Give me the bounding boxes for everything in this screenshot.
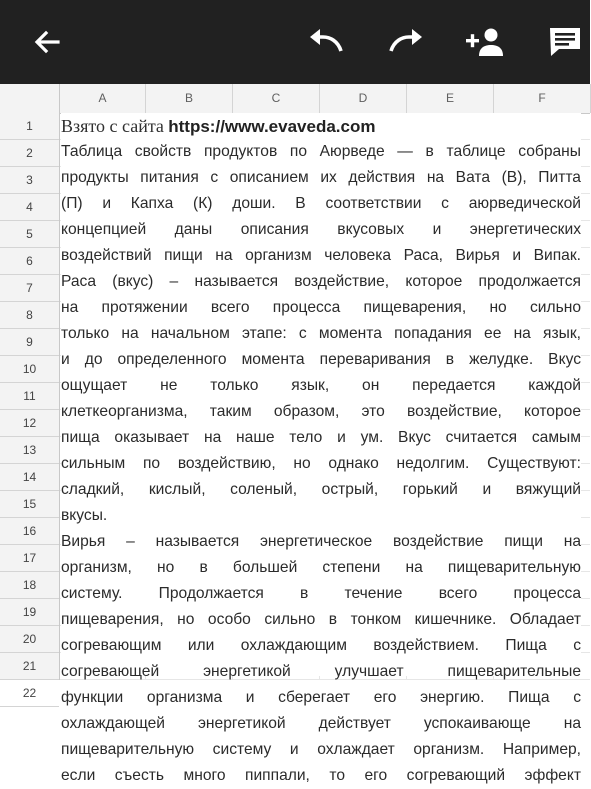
text-line: Вирья – называется энергетическое воздействие пищи на (61, 533, 581, 550)
spreadsheet-grid[interactable] (0, 84, 590, 784)
comment-icon (547, 25, 583, 59)
row-header-12[interactable]: 12 (0, 410, 59, 437)
column-header-bar (0, 84, 590, 114)
row-header-15[interactable]: 15 (0, 491, 59, 518)
person-add-icon (464, 26, 506, 58)
row-header-bar (0, 113, 60, 700)
row-header-3[interactable]: 3 (0, 167, 59, 194)
redo-button[interactable] (381, 17, 431, 67)
row-header-19[interactable]: 19 (0, 599, 59, 626)
source-prefix: Взято с сайта (61, 116, 164, 136)
row-header-6[interactable]: 6 (0, 248, 59, 275)
row-header-7[interactable]: 7 (0, 275, 59, 302)
text-line: и до определенного момента переваривания в желудке. Вкус (61, 351, 581, 368)
text-line: пищеварительную систему и охлаждает организм. Например, (61, 741, 581, 758)
text-line: согревающей энергетикой улучшает пищеварительные (61, 663, 581, 680)
text-line: сладкий, кислый, соленый, острый, горький и вяжущий (61, 481, 581, 498)
text-line: пища оказывает на наше тело и ум. Вкус считается самым (61, 429, 581, 446)
row-header-5[interactable]: 5 (0, 221, 59, 248)
arrow-back-icon (31, 26, 63, 58)
column-header-c[interactable]: C (233, 84, 320, 113)
column-header-e[interactable]: E (407, 84, 494, 113)
undo-button[interactable] (301, 17, 351, 67)
row-header-1[interactable]: 1 (0, 113, 59, 140)
text-line: только на начальном этапе: с момента попадания ее на язык, (61, 325, 581, 342)
row-header-17[interactable]: 17 (0, 545, 59, 572)
row-header-21[interactable]: 21 (0, 653, 59, 680)
row-header-18[interactable]: 18 (0, 572, 59, 599)
source-line (61, 113, 581, 139)
source-url: https://www.evaveda.com (168, 117, 376, 136)
text-line: ощущает не только язык, он передается каждой (61, 377, 581, 394)
text-line: охлаждающей энергетикой действует успокаивающе на (61, 715, 581, 732)
comment-button[interactable] (540, 17, 590, 67)
row-header-22[interactable]: 22 (0, 680, 59, 707)
text-line: клеткеорганизма, таким образом, это воздействие, которое (61, 403, 581, 420)
text-line: если съесть много пиппали, то его согревающий эффект (61, 767, 581, 784)
text-line: продукты питания с описанием их действия на Вата (В), Питта (61, 169, 581, 186)
text-line: на протяжении всего процесса пищеварения, но сильно (61, 299, 581, 316)
row-header-8[interactable]: 8 (0, 302, 59, 329)
text-line: концепцией даны описания вкусовых и энергетических (61, 221, 581, 238)
row-header-20[interactable]: 20 (0, 626, 59, 653)
text-line: Раса (вкус) – называется воздействие, которое продолжается (61, 273, 581, 290)
column-header-f[interactable]: F (494, 84, 591, 113)
row-header-11[interactable]: 11 (0, 383, 59, 410)
column-header-a[interactable]: A (60, 84, 146, 113)
text-line: пищеварения, но особо сильно в тонком кишечнике. Обладает (61, 611, 581, 628)
text-line: Таблица свойств продуктов по Аюрведе — в таблице собраны (61, 143, 581, 160)
text-line: систему. Продолжается в течение всего процесса (61, 585, 581, 602)
text-line: (П) и Капха (К) доши. В соответствии с аюрведической (61, 195, 581, 212)
column-header-b[interactable]: B (146, 84, 233, 113)
toolbar (0, 0, 590, 84)
text-line: вкусы. (61, 507, 108, 524)
text-line: сильным по воздействию, но однако недолгим. Существуют: (61, 455, 581, 472)
column-header-d[interactable]: D (320, 84, 407, 113)
text-line: организм, но в большей степени на пищеварительную (61, 559, 581, 576)
cell-a1-text[interactable] (61, 113, 581, 784)
row-header-16[interactable]: 16 (0, 518, 59, 545)
undo-icon (306, 27, 346, 57)
back-button[interactable] (22, 17, 72, 67)
row-header-2[interactable]: 2 (0, 140, 59, 167)
row-header-14[interactable]: 14 (0, 464, 59, 491)
row-header-9[interactable]: 9 (0, 329, 59, 356)
row-header-4[interactable]: 4 (0, 194, 59, 221)
text-line: функции организма и сберегает его энергию. Пища с (61, 689, 581, 706)
row-header-10[interactable]: 10 (0, 356, 59, 383)
text-line: согревающим или охлаждающим воздействием. Пища с (61, 637, 581, 654)
text-line: воздействий пищи на организм человека Раса, Вирья и Випак. (61, 247, 581, 264)
share-button[interactable] (460, 17, 510, 67)
redo-icon (386, 27, 426, 57)
select-all-corner[interactable] (0, 84, 60, 113)
row-header-13[interactable]: 13 (0, 437, 59, 464)
